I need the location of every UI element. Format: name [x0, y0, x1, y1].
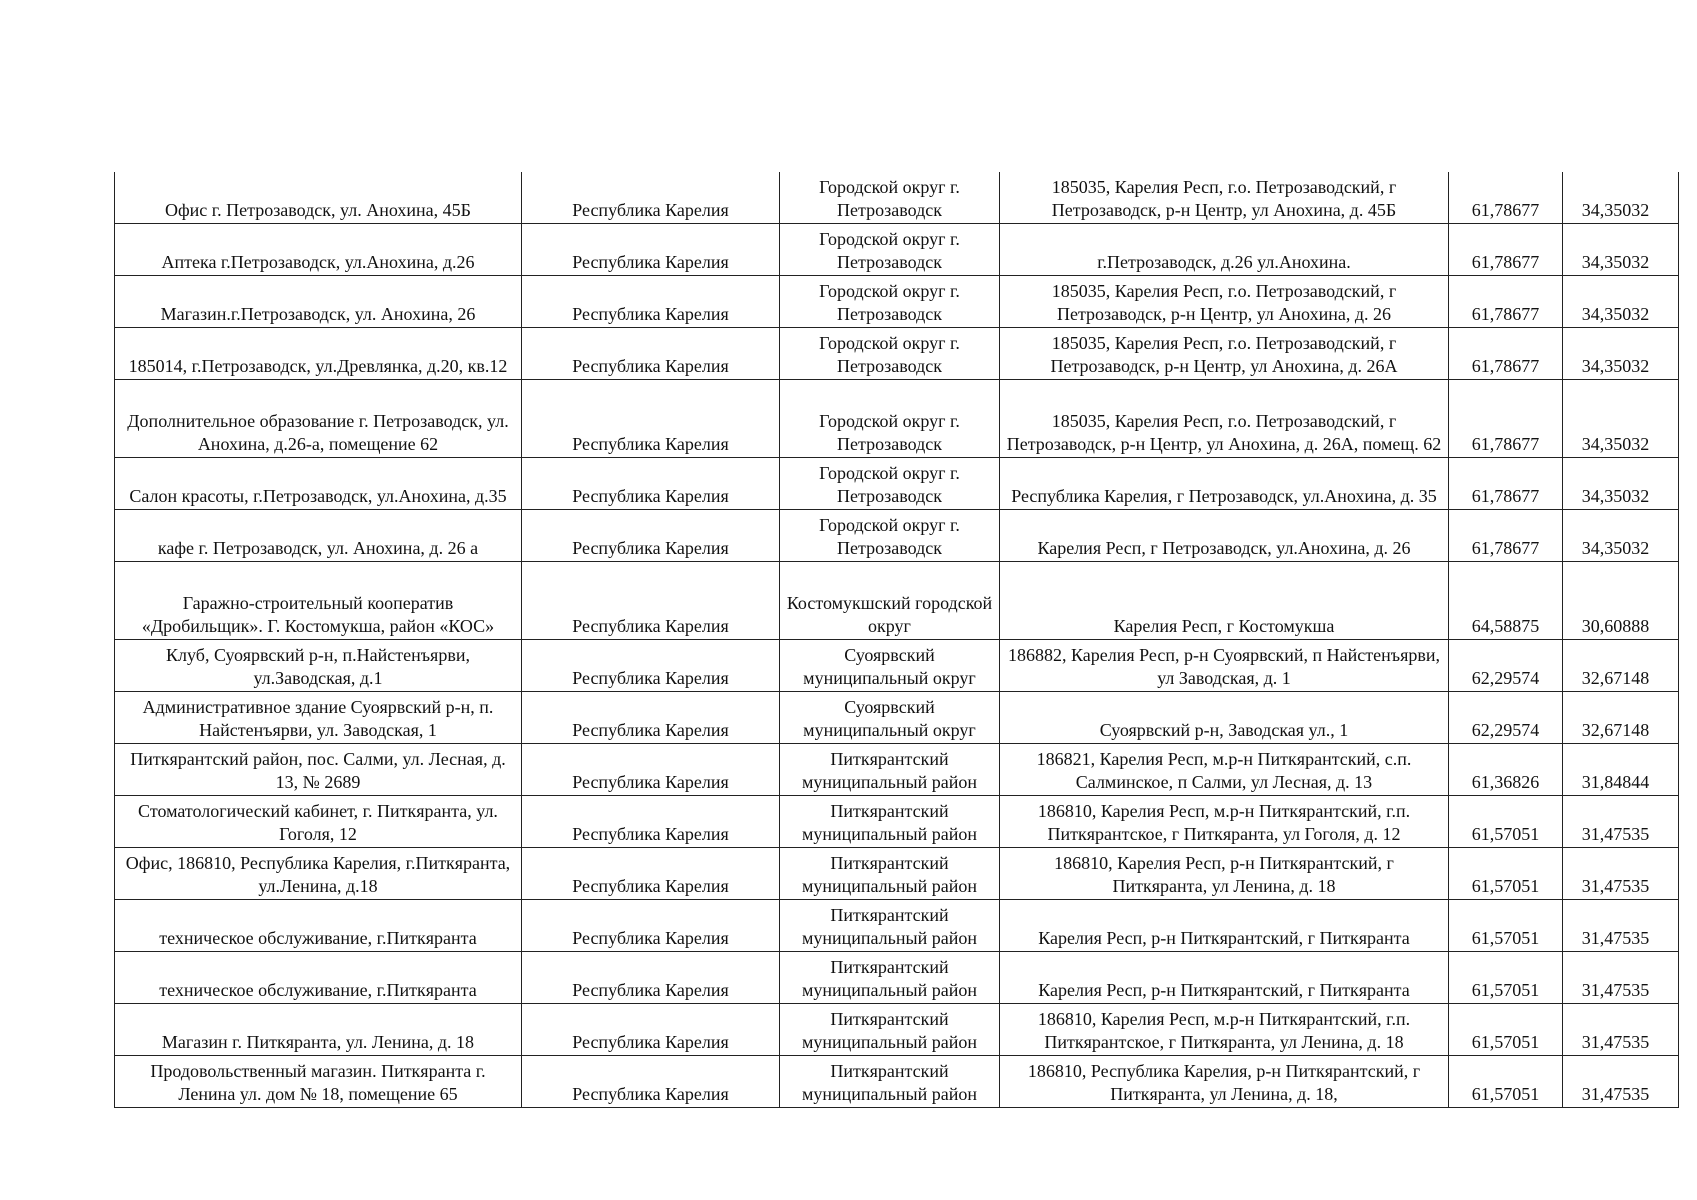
cell-name: Офис, 186810, Республика Карелия, г.Питкяранта, ул.Ленина, д.18 [115, 848, 522, 900]
cell-longitude: 34,35032 [1563, 458, 1679, 510]
cell-district: Питкярантский муниципальный район [780, 1004, 1000, 1056]
cell-region: Республика Карелия [522, 172, 780, 224]
table-row [115, 510, 1679, 562]
table-row [115, 640, 1679, 692]
cell-address: Карелия Респ, г Костомукша [1000, 562, 1449, 640]
cell-longitude: 34,35032 [1563, 328, 1679, 380]
cell-name: Офис г. Петрозаводск, ул. Анохина, 45Б [115, 172, 522, 224]
table-row [115, 952, 1679, 1004]
cell-region: Республика Карелия [522, 900, 780, 952]
table-row [115, 328, 1679, 380]
cell-latitude: 61,57051 [1449, 900, 1563, 952]
cell-district: Питкярантский муниципальный район [780, 952, 1000, 1004]
cell-region: Республика Карелия [522, 744, 780, 796]
cell-longitude: 34,35032 [1563, 276, 1679, 328]
cell-district: Городской округ г. Петрозаводск [780, 276, 1000, 328]
cell-latitude: 61,78677 [1449, 276, 1563, 328]
cell-address: Республика Карелия, г Петрозаводск, ул.Анохина, д. 35 [1000, 458, 1449, 510]
cell-latitude: 61,78677 [1449, 328, 1563, 380]
cell-name: Дополнительное образование г. Петрозаводск, ул. Анохина, д.26-а, помещение 62 [115, 380, 522, 458]
cell-name: Гаражно-строительный кооператив «Дробильщик». Г. Костомукша, район «КОС» [115, 562, 522, 640]
cell-address: 186810, Карелия Респ, м.р-н Питкярантский, г.п. Питкярантское, г Питкяранта, ул Ленина, д. 18 [1000, 1004, 1449, 1056]
cell-region: Республика Карелия [522, 1004, 780, 1056]
cell-address: 186810, Республика Карелия, р-н Питкярантский, г Питкяранта, ул Ленина, д. 18, [1000, 1056, 1449, 1108]
table-row [115, 224, 1679, 276]
cell-address: 185035, Карелия Респ, г.о. Петрозаводский, г Петрозаводск, р-н Центр, ул Анохина, д. 26А, помещ. 62 [1000, 380, 1449, 458]
cell-latitude: 61,78677 [1449, 224, 1563, 276]
table-row [115, 848, 1679, 900]
cell-name: Стоматологический кабинет, г. Питкяранта, ул. Гоголя, 12 [115, 796, 522, 848]
cell-latitude: 61,57051 [1449, 1056, 1563, 1108]
cell-longitude: 34,35032 [1563, 224, 1679, 276]
cell-name: Административное здание Суоярвский р-н, п. Найстенъярви, ул. Заводская, 1 [115, 692, 522, 744]
cell-district: Городской округ г. Петрозаводск [780, 458, 1000, 510]
cell-longitude: 31,47535 [1563, 952, 1679, 1004]
cell-longitude: 34,35032 [1563, 510, 1679, 562]
cell-latitude: 64,58875 [1449, 562, 1563, 640]
table-row [115, 796, 1679, 848]
cell-region: Республика Карелия [522, 380, 780, 458]
cell-district: Питкярантский муниципальный район [780, 900, 1000, 952]
cell-name: Аптека г.Петрозаводск, ул.Анохина, д.26 [115, 224, 522, 276]
cell-district: Суоярвский муниципальный округ [780, 640, 1000, 692]
cell-name: Клуб, Суоярвский р-н, п.Найстенъярви, ул.Заводская, д.1 [115, 640, 522, 692]
cell-latitude: 61,36826 [1449, 744, 1563, 796]
cell-address: 185035, Карелия Респ, г.о. Петрозаводский, г Петрозаводск, р-н Центр, ул Анохина, д. 26 [1000, 276, 1449, 328]
table-row [115, 458, 1679, 510]
cell-region: Республика Карелия [522, 640, 780, 692]
cell-region: Республика Карелия [522, 224, 780, 276]
cell-longitude: 31,47535 [1563, 900, 1679, 952]
table-row [115, 900, 1679, 952]
cell-address: 185035, Карелия Респ, г.о. Петрозаводский, г Петрозаводск, р-н Центр, ул Анохина, д. 26А [1000, 328, 1449, 380]
cell-address: Карелия Респ, г Петрозаводск, ул.Анохина, д. 26 [1000, 510, 1449, 562]
table-row [115, 380, 1679, 458]
cell-district: Питкярантский муниципальный район [780, 796, 1000, 848]
table-row [115, 562, 1679, 640]
cell-region: Республика Карелия [522, 1056, 780, 1108]
cell-region: Республика Карелия [522, 848, 780, 900]
cell-latitude: 61,57051 [1449, 848, 1563, 900]
cell-district: Питкярантский муниципальный район [780, 744, 1000, 796]
cell-region: Республика Карелия [522, 562, 780, 640]
cell-longitude: 31,47535 [1563, 796, 1679, 848]
cell-district: Городской округ г. Петрозаводск [780, 172, 1000, 224]
cell-district: Костомукшский городской округ [780, 562, 1000, 640]
table-row [115, 744, 1679, 796]
cell-district: Городской округ г. Петрозаводск [780, 328, 1000, 380]
cell-district: Городской округ г. Петрозаводск [780, 380, 1000, 458]
cell-address: Карелия Респ, р-н Питкярантский, г Питкяранта [1000, 952, 1449, 1004]
cell-region: Республика Карелия [522, 952, 780, 1004]
cell-name: 185014, г.Петрозаводск, ул.Древлянка, д.20, кв.12 [115, 328, 522, 380]
cell-name: Салон красоты, г.Петрозаводск, ул.Анохина, д.35 [115, 458, 522, 510]
cell-district: Городской округ г. Петрозаводск [780, 224, 1000, 276]
table-body [115, 172, 1679, 1108]
table-row [115, 1004, 1679, 1056]
cell-region: Республика Карелия [522, 276, 780, 328]
cell-address: г.Петрозаводск, д.26 ул.Анохина. [1000, 224, 1449, 276]
cell-latitude: 61,57051 [1449, 952, 1563, 1004]
table-row [115, 276, 1679, 328]
cell-name: техническое обслуживание, г.Питкяранта [115, 952, 522, 1004]
cell-address: Карелия Респ, р-н Питкярантский, г Питкяранта [1000, 900, 1449, 952]
cell-name: Продовольственный магазин. Питкяранта г. Ленина ул. дом № 18, помещение 65 [115, 1056, 522, 1108]
cell-longitude: 34,35032 [1563, 172, 1679, 224]
cell-address: 185035, Карелия Респ, г.о. Петрозаводский, г Петрозаводск, р-н Центр, ул Анохина, д. 45Б [1000, 172, 1449, 224]
cell-latitude: 61,78677 [1449, 510, 1563, 562]
cell-latitude: 61,78677 [1449, 458, 1563, 510]
cell-district: Питкярантский муниципальный район [780, 1056, 1000, 1108]
cell-longitude: 31,84844 [1563, 744, 1679, 796]
cell-latitude: 61,78677 [1449, 172, 1563, 224]
cell-longitude: 30,60888 [1563, 562, 1679, 640]
cell-address: 186882, Карелия Респ, р-н Суоярвский, п Найстенъярви, ул Заводская, д. 1 [1000, 640, 1449, 692]
cell-name: кафе г. Петрозаводск, ул. Анохина, д. 26 а [115, 510, 522, 562]
table-row [115, 172, 1679, 224]
cell-name: Магазин.г.Петрозаводск, ул. Анохина, 26 [115, 276, 522, 328]
cell-name: техническое обслуживание, г.Питкяранта [115, 900, 522, 952]
cell-name: Магазин г. Питкяранта, ул. Ленина, д. 18 [115, 1004, 522, 1056]
cell-address: Суоярвский р-н, Заводская ул., 1 [1000, 692, 1449, 744]
cell-district: Питкярантский муниципальный район [780, 848, 1000, 900]
cell-region: Республика Карелия [522, 510, 780, 562]
cell-district: Городской округ г. Петрозаводск [780, 510, 1000, 562]
cell-longitude: 31,47535 [1563, 848, 1679, 900]
cell-address: 186810, Карелия Респ, р-н Питкярантский, г Питкяранта, ул Ленина, д. 18 [1000, 848, 1449, 900]
locations-table [114, 172, 1679, 1108]
cell-longitude: 31,47535 [1563, 1004, 1679, 1056]
cell-latitude: 62,29574 [1449, 640, 1563, 692]
cell-region: Республика Карелия [522, 458, 780, 510]
cell-region: Республика Карелия [522, 796, 780, 848]
cell-latitude: 61,78677 [1449, 380, 1563, 458]
cell-longitude: 34,35032 [1563, 380, 1679, 458]
cell-latitude: 61,57051 [1449, 796, 1563, 848]
cell-region: Республика Карелия [522, 692, 780, 744]
cell-longitude: 32,67148 [1563, 692, 1679, 744]
table-row [115, 692, 1679, 744]
table-row [115, 1056, 1679, 1108]
cell-longitude: 32,67148 [1563, 640, 1679, 692]
cell-latitude: 61,57051 [1449, 1004, 1563, 1056]
cell-address: 186810, Карелия Респ, м.р-н Питкярантский, г.п. Питкярантское, г Питкяранта, ул Гоголя, д. 12 [1000, 796, 1449, 848]
cell-region: Республика Карелия [522, 328, 780, 380]
cell-longitude: 31,47535 [1563, 1056, 1679, 1108]
cell-name: Питкярантский район, пос. Салми, ул. Лесная, д. 13, № 2689 [115, 744, 522, 796]
cell-latitude: 62,29574 [1449, 692, 1563, 744]
cell-district: Суоярвский муниципальный округ [780, 692, 1000, 744]
cell-address: 186821, Карелия Респ, м.р-н Питкярантский, с.п. Салминское, п Салми, ул Лесная, д. 13 [1000, 744, 1449, 796]
